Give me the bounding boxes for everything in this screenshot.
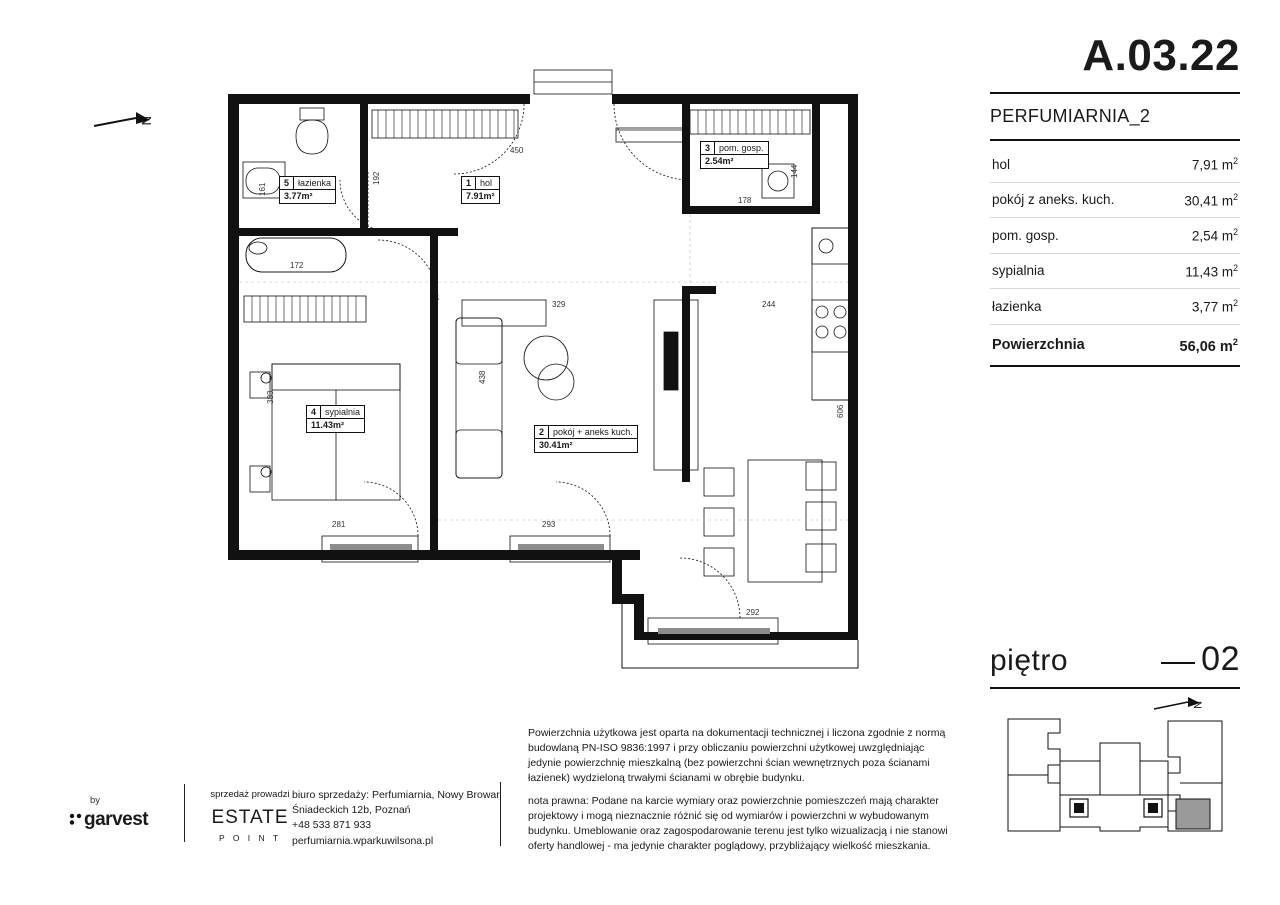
seller-sub: P O I N T [218, 833, 282, 844]
room-name: łazienka [298, 178, 332, 188]
room-label-hol [461, 176, 500, 204]
key-plan [990, 699, 1240, 849]
room-label-pokoj-aneks [534, 425, 638, 453]
garvest-logo [68, 794, 188, 834]
room-label-lazienka [279, 176, 336, 204]
area-name: sypialnia [990, 253, 1157, 289]
apartment-info-panel [990, 31, 1240, 367]
contact-line-4: perfumiarnia.wparkuwilsona.pl [292, 834, 434, 847]
project-name: PERFUMIARNIA_2 [990, 106, 1151, 126]
dimension-244: 244 [762, 300, 776, 309]
room-number: 1 [462, 177, 476, 189]
footer-note-legal: nota prawna: Podane na karcie wymiary oraz powierzchnie pomieszczeń mają charakter projektowy i mogą nieznacznie różnić się od wymiarów i powierzchni w wybudowanym budynku. Umeblowanie oraz zagospodarowanie terenu jest tylko wizualizacją i nie stanowi oferty handlowej - ma jedynie charakter poglądowy, przybliżający wielkość mieszkania. [528, 795, 948, 852]
highlighted-apartment [1176, 799, 1210, 829]
north-arrow-icon [92, 108, 162, 153]
floor-dash [1161, 662, 1195, 664]
dimension-178: 178 [738, 196, 752, 205]
total-label: Powierzchnia [992, 336, 1085, 353]
seller-name: ESTATE [211, 807, 289, 829]
floor-line [990, 640, 1240, 687]
brand-dots-icon [68, 809, 84, 836]
dimension-383: 383 [266, 390, 275, 404]
contact-block [292, 788, 512, 849]
room-number: 5 [280, 177, 294, 189]
room-area: 3.77m² [280, 189, 335, 202]
floor-number: 02 [1201, 640, 1240, 678]
room-label-sypialnia [306, 405, 365, 433]
dimension-293: 293 [542, 520, 556, 529]
north-arrow-small-icon [1152, 693, 1212, 723]
dimension-438: 438 [478, 370, 487, 384]
table-row [990, 289, 1240, 325]
room-name: hol [480, 178, 493, 188]
seller-lead-label: sprzedaż prowadzi [210, 789, 290, 800]
room-name: sypialnia [325, 407, 361, 417]
room-name: pokój + aneks kuch. [553, 427, 633, 437]
contact-line-3: +48 533 871 933 [292, 819, 372, 832]
dimension-172: 172 [290, 261, 304, 270]
area-name: hol [990, 147, 1157, 182]
table-row [990, 147, 1240, 182]
dimension-606: 606 [836, 404, 845, 418]
area-name: pom. gosp. [990, 218, 1157, 254]
room-number: 2 [535, 426, 549, 438]
area-name: pokój z aneks. kuch. [990, 182, 1157, 218]
dimension-281: 281 [332, 520, 346, 529]
divider-vertical [500, 782, 501, 846]
divider [990, 687, 1240, 689]
area-value: 30,41 $m^2$ [1157, 182, 1240, 218]
brand-by-label: by [90, 795, 101, 806]
dimension-144: 144 [790, 164, 799, 178]
brand-name [68, 807, 188, 834]
room-name: pom. gosp. [719, 143, 764, 153]
area-value: 11,43 $m^2$ [1157, 253, 1240, 289]
divider [990, 139, 1240, 141]
area-value: 3,77 $m^2$ [1157, 289, 1240, 325]
room-area: 2.54m² [701, 154, 768, 167]
area-table [990, 147, 1240, 363]
area-value: 7,91 $m^2$ [1157, 147, 1240, 182]
room-label-pom-gosp [700, 141, 769, 169]
table-row [990, 218, 1240, 254]
area-value: 2,54 $m^2$ [1157, 218, 1240, 254]
contact-line-2: Śniadeckich 12b, Poznań [292, 804, 411, 817]
total-value: 56,06 $m^2$ [1179, 335, 1238, 355]
table-row [990, 253, 1240, 289]
dimension-161: 161 [258, 182, 267, 196]
svg-text:N: N [139, 116, 154, 126]
room-number: 3 [701, 142, 715, 154]
table-row-total [990, 324, 1240, 363]
svg-text:N: N [1191, 701, 1203, 709]
room-number: 4 [307, 406, 321, 418]
dimension-450: 450 [510, 146, 524, 155]
footer-note-area: Powierzchnia użytkowa jest oparta na dokumentacji technicznej i liczona zgodnie z normą budowlaną PN-ISO 9836:1997 i przy obliczaniu powierzchni użytkowej uwzględniając jedynie powierzchnię mieszkalną (bez powierzchni ścian wewnętrznych poza ścianami łazienek) wydzieloną trwałymi ścianami w obrębie budynku. [528, 727, 946, 784]
divider-vertical [184, 784, 185, 842]
floor-indicator-block [990, 640, 1240, 849]
dimension-292: 292 [746, 608, 760, 617]
divider [990, 365, 1240, 367]
table-row [990, 182, 1240, 218]
apartment-code: A.03.22 [1082, 31, 1240, 80]
floor-label: piętro [990, 644, 1069, 677]
room-area: 7.91m² [462, 189, 499, 202]
brand-name-text: garvest [84, 809, 149, 831]
room-area: 30.41m² [535, 438, 637, 451]
dimension-329: 329 [552, 300, 566, 309]
dimension-192: 192 [372, 171, 381, 185]
contact-line-1: biuro sprzedaży: Perfumiarnia, Nowy Browar [292, 789, 500, 801]
area-name: łazienka [990, 289, 1157, 325]
room-area: 11.43m² [307, 418, 364, 431]
